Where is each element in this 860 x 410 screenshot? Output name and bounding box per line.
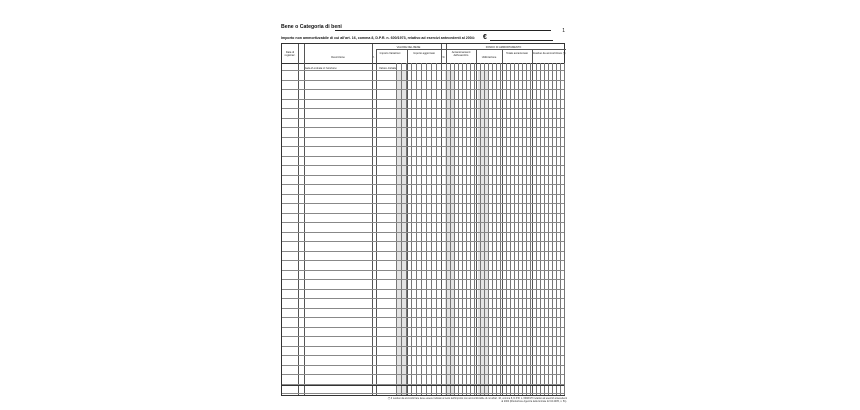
header-data-registrazione: Data di registraz. bbox=[284, 51, 296, 57]
digit-divider bbox=[564, 63, 565, 395]
table-row[interactable] bbox=[282, 308, 564, 309]
table-row[interactable] bbox=[282, 327, 564, 328]
table-row[interactable] bbox=[282, 137, 564, 138]
first-row-descrizione: Data di entrata in funzione bbox=[304, 66, 337, 70]
header-totale-accantonato: Totale accantonato bbox=[506, 52, 528, 55]
header-fondo-ammortamento: FONDO DI AMMORTAMENTO bbox=[485, 45, 522, 49]
table-row[interactable] bbox=[282, 393, 564, 394]
header-group-line bbox=[376, 49, 441, 50]
column-divider bbox=[304, 44, 305, 395]
header-percent: % bbox=[442, 56, 445, 59]
title-fill-line[interactable] bbox=[335, 30, 551, 31]
header-importo-aggiornato: Importo aggiornato bbox=[413, 52, 435, 55]
header-residuo: Residuo da ammortizzare (*) bbox=[532, 52, 566, 55]
ledger-page bbox=[275, 18, 571, 406]
header-descrizione: Descrizione bbox=[331, 56, 345, 59]
table-row[interactable] bbox=[282, 156, 564, 157]
page-number: 1 bbox=[562, 28, 565, 34]
table-row[interactable] bbox=[282, 251, 564, 252]
header-f: f. bbox=[373, 56, 375, 59]
table-row[interactable] bbox=[282, 108, 564, 109]
table-row[interactable] bbox=[282, 194, 564, 195]
amount-fill-line[interactable] bbox=[490, 40, 553, 41]
table-row[interactable] bbox=[282, 118, 564, 119]
page-title: Bene o Categoria di beni bbox=[281, 24, 342, 30]
header-accantonamenti: Accantonamenti dell'esercizio bbox=[451, 51, 471, 57]
table-row[interactable] bbox=[282, 260, 564, 261]
table-row[interactable] bbox=[282, 175, 564, 176]
page-subtitle: Importo non ammortizzabile di cui all'art. 16, comma 8, D.P.R. n. 600/1973, relativo ad esercizi antecedenti al 2004: bbox=[281, 36, 475, 40]
table-row[interactable] bbox=[282, 298, 564, 299]
table-row[interactable] bbox=[282, 80, 564, 81]
ledger-table bbox=[281, 43, 565, 396]
column-divider bbox=[441, 44, 442, 395]
table-row[interactable] bbox=[282, 99, 564, 100]
table-row[interactable] bbox=[282, 365, 564, 366]
table-row[interactable] bbox=[282, 289, 564, 290]
table-row[interactable] bbox=[282, 355, 564, 356]
table-row[interactable] bbox=[282, 89, 564, 90]
table-row[interactable] bbox=[282, 184, 564, 185]
table-row[interactable] bbox=[282, 127, 564, 128]
table-row[interactable] bbox=[282, 374, 564, 375]
table-row[interactable] bbox=[282, 346, 564, 347]
footnote: (*) Il residuo da ammortizzare deve essere indicato al netto dell'importo non ammortizzabile di cui all'art. 16, comma 8, D.P.R. n. 600/1973 relativo ad esercizi antecedenti al 2004 (Risoluzione Agenzia delle Entrate 22.04.2005, n. 51). bbox=[387, 397, 567, 404]
totals-line bbox=[282, 385, 564, 386]
table-row[interactable] bbox=[282, 317, 564, 318]
header-group-line bbox=[441, 49, 566, 50]
table-row[interactable] bbox=[282, 279, 564, 280]
header-valore-del-bene: VALORE DEL BENE bbox=[396, 45, 421, 49]
column-divider bbox=[298, 44, 299, 395]
table-row[interactable] bbox=[282, 241, 564, 242]
table-row[interactable] bbox=[282, 270, 564, 271]
first-row-valore-iniziale: Valore iniziale bbox=[379, 66, 397, 70]
column-divider bbox=[372, 44, 373, 395]
header-importo-variazioni: Importo Variazioni bbox=[379, 52, 401, 55]
table-row[interactable] bbox=[282, 222, 564, 223]
table-row[interactable] bbox=[282, 146, 564, 147]
table-row[interactable] bbox=[282, 70, 564, 71]
table-row[interactable] bbox=[282, 213, 564, 214]
table-row[interactable] bbox=[282, 232, 564, 233]
table-row[interactable] bbox=[282, 336, 564, 337]
header-utilizzazione: Utilizzazione bbox=[481, 56, 497, 59]
table-row[interactable] bbox=[282, 165, 564, 166]
euro-symbol: € bbox=[483, 33, 487, 41]
table-row[interactable] bbox=[282, 203, 564, 204]
